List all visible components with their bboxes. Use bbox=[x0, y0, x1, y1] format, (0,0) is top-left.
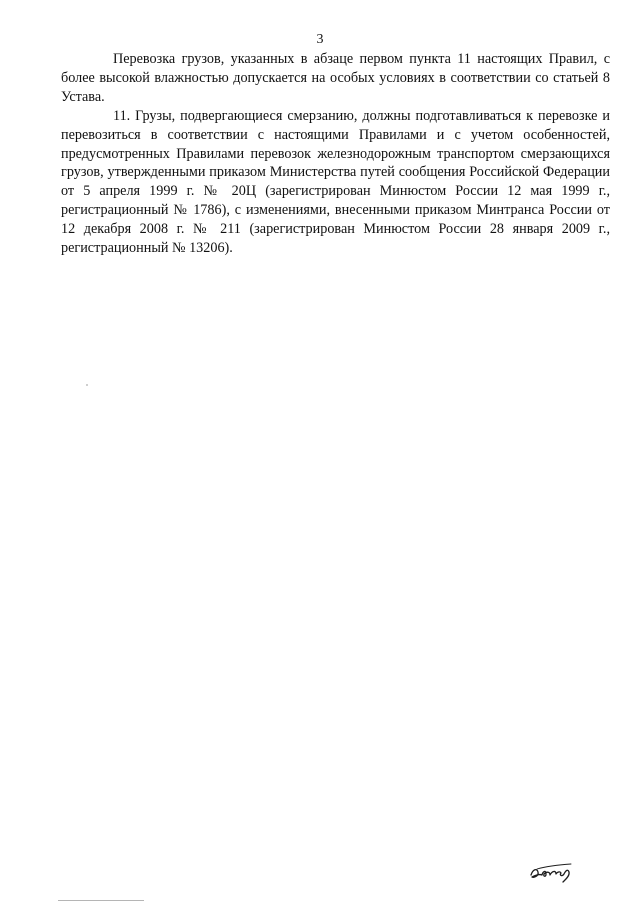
document-body bbox=[61, 50, 610, 258]
margin-dot bbox=[86, 384, 88, 386]
page-number: 3 bbox=[316, 32, 324, 47]
footer-divider bbox=[58, 900, 144, 901]
paragraph-humidity-conditions: Перевозка грузов, указанных в абзаце первом пункта 11 настоящих Правил, с более высокой влажностью допускается на особых условиях в соответствии со статьей 8 Устава. bbox=[61, 51, 610, 105]
signature-icon bbox=[528, 860, 576, 884]
paragraph-item-11-frozen-cargo: 11. Грузы, подвергающиеся смерзанию, должны подготавливаться к перевозке и перевозиться в соответствии с настоящими Правилами и с учетом особенностей, предусмотренных Правилами перевозок железнодорожным транспортом смерзающихся грузов, утвержденными приказом Министерства путей сообщения Российской Федерации от 5 апреля 1999 г. № 20Ц (зарегистрирован Минюстом России 12 мая 1999 г., регистрационный № 1786), с изменениями, внесенными приказом Минтранса России от 12 декабря 2008 г. № 211 (зарегистрирован Минюстом России 28 января 2009 г., регистрационный № 13206). bbox=[61, 107, 610, 257]
